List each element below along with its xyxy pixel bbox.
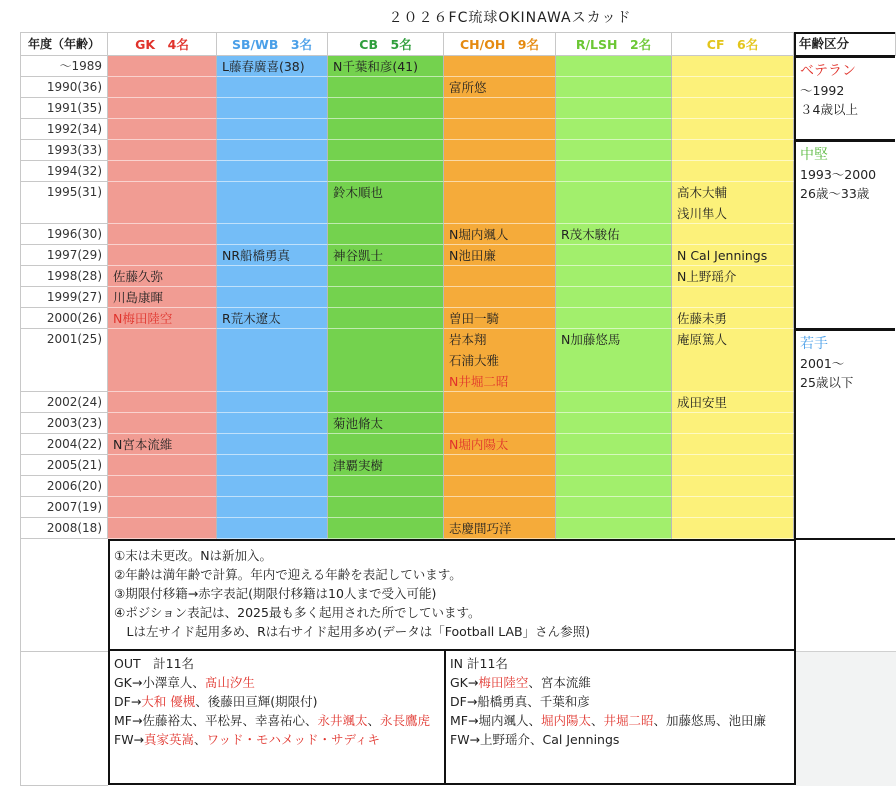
player-cell-rlsh (556, 434, 672, 455)
player-cell-cf (672, 266, 794, 287)
player-cell-sb (217, 476, 328, 497)
year-cell: 1997(29) (20, 245, 108, 266)
player-name: N井堀二昭 (449, 374, 509, 389)
player-cell-cf (672, 98, 794, 119)
player-cell-rlsh (556, 56, 672, 77)
player-cell-sb (217, 434, 328, 455)
player-cell-cb (328, 392, 444, 413)
player-cell-ch (444, 392, 556, 413)
player-cell-sb (217, 77, 328, 98)
player-cell-ch (444, 329, 556, 392)
year-cell: 1994(32) (20, 161, 108, 182)
text-segment: 永長鷹虎 (379, 713, 430, 728)
text-segment: 、宮本流維 (528, 675, 591, 690)
text-segment: GK→ (450, 675, 479, 690)
player-cell-sb (217, 518, 328, 539)
player-name: 志慶間巧洋 (449, 521, 512, 536)
text-segment: 、 (367, 713, 380, 728)
player-name: 高木大輔 (677, 185, 728, 200)
player-cell-cf (672, 518, 794, 539)
year-cell: 1990(36) (20, 77, 108, 98)
player-cell-cb (328, 266, 444, 287)
year-cell: 1999(27) (20, 287, 108, 308)
player-cell-gk (108, 182, 217, 224)
player-name: N千葉和彦(41) (333, 59, 419, 74)
player-cell-cb (328, 518, 444, 539)
player-cell-rlsh (556, 392, 672, 413)
player-cell-gk (108, 77, 217, 98)
player-cell-cf (672, 329, 794, 392)
text-segment: 梅田陸空 (478, 675, 529, 690)
text-segment: FW→ (114, 732, 145, 747)
text-segment: DF→船橋勇真、千葉和彦 (450, 694, 590, 709)
year-cell: 1996(30) (20, 224, 108, 245)
player-cell-gk (108, 119, 217, 140)
age-category-line: 〜1992 (800, 83, 845, 98)
player-cell-rlsh (556, 140, 672, 161)
out-transfers-box-line (114, 692, 318, 711)
player-cell-cb (328, 413, 444, 434)
player-cell-gk (108, 392, 217, 413)
player-cell-ch (444, 161, 556, 182)
player-cell-rlsh (556, 413, 672, 434)
player-cell-rlsh (556, 161, 672, 182)
out-transfers-box-line (114, 673, 255, 692)
player-cell-cb (328, 434, 444, 455)
player-cell-sb (217, 308, 328, 329)
player-cell-sb (217, 119, 328, 140)
player-cell-sb (217, 413, 328, 434)
player-cell-cf (672, 119, 794, 140)
text-segment: 井堀二昭 (603, 713, 654, 728)
player-name: N池田廉 (449, 248, 496, 263)
out-transfers-box-line (114, 711, 430, 730)
year-cell: 2008(18) (20, 518, 108, 539)
note-line: ③期限付移籍→赤字表記(期限付移籍は10人まで受入可能) (114, 586, 437, 601)
player-cell-rlsh (556, 224, 672, 245)
player-cell-cb (328, 140, 444, 161)
player-cell-cf (672, 434, 794, 455)
player-cell-rlsh (556, 308, 672, 329)
player-cell-gk (108, 476, 217, 497)
note-line: Lは左サイド起用多め、Rは右サイド起用多め(データは「Football LAB」さん参照) (114, 624, 590, 639)
player-cell-cb (328, 497, 444, 518)
player-cell-sb (217, 245, 328, 266)
player-cell-sb (217, 266, 328, 287)
player-cell-rlsh (556, 245, 672, 266)
player-name: 鈴木順也 (333, 185, 384, 200)
text-segment: FW→上野瑶介、Cal Jennings (450, 732, 620, 747)
player-name: 曽田一騎 (449, 311, 500, 326)
player-cell-rlsh (556, 518, 672, 539)
sheet-title: ２０２６FC琉球OKINAWAスカッド (388, 10, 632, 26)
player-cell-cb (328, 287, 444, 308)
player-cell-sb (217, 287, 328, 308)
player-cell-gk (108, 497, 217, 518)
text-segment: 真家英嵩 (144, 732, 195, 747)
position-header-gk: GK 4名 (108, 32, 217, 56)
player-cell-cb (328, 455, 444, 476)
player-cell-cf (672, 245, 794, 266)
player-cell-gk (108, 56, 217, 77)
player-cell-cf (672, 161, 794, 182)
player-name: N上野瑶介 (677, 269, 737, 284)
player-cell-sb (217, 497, 328, 518)
player-cell-ch (444, 266, 556, 287)
player-cell-sb (217, 98, 328, 119)
position-header-ch: CH/OH 9名 (444, 32, 556, 56)
age-category-line: 2001〜 (800, 356, 845, 371)
player-cell-ch (444, 308, 556, 329)
note-line: ④ポジション表記は、2025最も多く起用された所でしています。 (114, 605, 481, 620)
player-cell-ch (444, 224, 556, 245)
year-cell: 1993(33) (20, 140, 108, 161)
position-header-rlsh: R/LSH 2名 (556, 32, 672, 56)
position-header-sb: SB/WB 3名 (217, 32, 328, 56)
player-cell-rlsh (556, 329, 672, 392)
player-cell-ch (444, 518, 556, 539)
year-cell: 2001(25) (20, 329, 108, 392)
player-cell-ch (444, 476, 556, 497)
player-name: 庵原篤人 (677, 332, 728, 347)
out-transfers-box-line (114, 730, 380, 749)
player-cell-gk (108, 434, 217, 455)
player-cell-sb (217, 224, 328, 245)
out-transfers-box-title: OUT 計11名 (114, 656, 195, 671)
left-margin-divider (20, 651, 108, 652)
player-cell-ch (444, 56, 556, 77)
player-name: N加藤悠馬 (561, 332, 621, 347)
player-cell-cb (328, 98, 444, 119)
player-cell-cf (672, 308, 794, 329)
text-segment: MF→佐藤裕太、平松昇、幸喜祐心、 (114, 713, 318, 728)
player-name: N梅田陸空 (113, 311, 173, 326)
year-cell: 1995(31) (20, 182, 108, 224)
player-cell-sb (217, 56, 328, 77)
year-cell: 2005(21) (20, 455, 108, 476)
in-transfers-box-title: IN 計11名 (450, 656, 508, 671)
player-cell-cf (672, 56, 794, 77)
year-cell: 1992(34) (20, 119, 108, 140)
player-name: 川島康暉 (113, 290, 164, 305)
player-cell-ch (444, 98, 556, 119)
player-cell-ch (444, 434, 556, 455)
player-cell-gk (108, 266, 217, 287)
player-name: 浅川隼人 (677, 206, 728, 221)
player-cell-ch (444, 77, 556, 98)
player-cell-gk (108, 161, 217, 182)
text-segment: MF→堀内颯人、 (450, 713, 541, 728)
player-cell-cf (672, 392, 794, 413)
text-segment: 大和 優槻 (141, 694, 196, 709)
year-cell: 1998(28) (20, 266, 108, 287)
text-segment: ワッド・モハメッド・サディキ (206, 732, 380, 747)
age-category-line: ３4歳以上 (800, 102, 858, 117)
left-margin-column (20, 539, 108, 785)
in-transfers-box-line (450, 692, 590, 711)
player-name: 岩本翔 (449, 332, 487, 347)
player-cell-cf (672, 476, 794, 497)
player-cell-ch (444, 497, 556, 518)
year-cell: 〜1989 (20, 56, 108, 77)
position-header-cb: CB 5名 (328, 32, 444, 56)
year-cell: 2000(26) (20, 308, 108, 329)
player-cell-cf (672, 287, 794, 308)
age-category-box (794, 329, 895, 540)
player-cell-cb (328, 476, 444, 497)
player-cell-gk (108, 308, 217, 329)
text-segment: 、 (194, 732, 207, 747)
player-cell-rlsh (556, 98, 672, 119)
player-cell-cb (328, 245, 444, 266)
player-name: 佐藤久弥 (113, 269, 164, 284)
player-cell-ch (444, 245, 556, 266)
age-category-line: 1993〜2000 (800, 167, 877, 182)
player-cell-cb (328, 161, 444, 182)
player-name: 成田安里 (677, 395, 728, 410)
player-name: R荒木遼太 (222, 311, 281, 326)
player-cell-rlsh (556, 476, 672, 497)
in-transfers-box-line (450, 711, 766, 730)
player-cell-gk (108, 224, 217, 245)
player-cell-rlsh (556, 497, 672, 518)
player-cell-cb (328, 119, 444, 140)
text-segment: 、 (590, 713, 604, 728)
player-name: NR船橋勇真 (222, 248, 291, 263)
position-header-cf: CF 6名 (672, 32, 794, 56)
player-cell-sb (217, 161, 328, 182)
player-cell-ch (444, 287, 556, 308)
player-cell-gk (108, 518, 217, 539)
player-name: N Cal Jennings (677, 248, 768, 263)
player-cell-cb (328, 56, 444, 77)
year-cell: 2007(19) (20, 497, 108, 518)
player-name: 津覇実樹 (333, 458, 384, 473)
player-cell-cf (672, 140, 794, 161)
age-category-title: ベテラン (800, 63, 856, 79)
player-cell-cf (672, 413, 794, 434)
player-cell-cf (672, 182, 794, 224)
player-name: N宮本流維 (113, 437, 173, 452)
player-cell-cf (672, 455, 794, 476)
year-cell: 2002(24) (20, 392, 108, 413)
year-column-header: 年度（年齢） (20, 32, 108, 56)
age-category-box (794, 140, 895, 330)
player-cell-rlsh (556, 77, 672, 98)
player-cell-sb (217, 455, 328, 476)
player-cell-sb (217, 392, 328, 413)
year-cell: 1991(35) (20, 98, 108, 119)
player-cell-gk (108, 455, 217, 476)
in-transfers-box-line (450, 730, 619, 749)
year-cell: 2006(20) (20, 476, 108, 497)
player-name: R茂木駿佑 (561, 227, 620, 242)
player-cell-gk (108, 413, 217, 434)
year-cell: 2004(22) (20, 434, 108, 455)
text-segment: 髙山汐生 (204, 675, 255, 690)
category-header-frame (794, 32, 895, 57)
player-cell-ch (444, 140, 556, 161)
note-line: ②年齢は満年齢で計算。年内で迎える年齢を表記しています。 (114, 567, 462, 582)
player-cell-gk (108, 140, 217, 161)
player-name: 石浦大雅 (449, 353, 500, 368)
year-cell: 2003(23) (20, 413, 108, 434)
text-segment: 、加藤悠馬、池田廉 (653, 713, 767, 728)
right-margin-strip (796, 651, 896, 786)
player-cell-ch (444, 119, 556, 140)
age-category-line: 25歳以下 (800, 375, 854, 390)
player-cell-cf (672, 224, 794, 245)
player-name: 富所悠 (449, 80, 487, 95)
player-cell-gk (108, 287, 217, 308)
player-cell-cf (672, 497, 794, 518)
player-cell-rlsh (556, 455, 672, 476)
category-column-header: 年齢区分 (794, 32, 896, 56)
player-name: L藤春廣喜(38) (222, 59, 305, 74)
player-cell-cb (328, 329, 444, 392)
player-cell-cf (672, 77, 794, 98)
age-category-box (794, 56, 895, 141)
text-segment: 、後藤田亘輝(期限付) (195, 694, 318, 709)
player-cell-rlsh (556, 119, 672, 140)
player-cell-sb (217, 182, 328, 224)
text-segment: 永井颯太 (317, 713, 368, 728)
left-margin-bottom (20, 785, 108, 786)
player-cell-cb (328, 77, 444, 98)
player-cell-gk (108, 98, 217, 119)
player-cell-cb (328, 182, 444, 224)
text-segment: GK→小澤章人、 (114, 675, 205, 690)
player-name: N堀内陽太 (449, 437, 509, 452)
age-category-title: 中堅 (800, 147, 828, 163)
player-cell-sb (217, 329, 328, 392)
in-transfers-box-line (450, 673, 591, 692)
player-name: N堀内颯人 (449, 227, 509, 242)
player-cell-ch (444, 182, 556, 224)
player-cell-sb (217, 140, 328, 161)
player-cell-gk (108, 329, 217, 392)
player-cell-ch (444, 455, 556, 476)
age-category-title: 若手 (800, 336, 828, 352)
player-cell-rlsh (556, 287, 672, 308)
note-line: ①末は未更改。Nは新加入。 (114, 548, 273, 563)
age-category-line: 26歳〜33歳 (800, 186, 870, 201)
text-segment: DF→ (114, 694, 142, 709)
player-name: 菊池脩太 (333, 416, 384, 431)
player-cell-ch (444, 413, 556, 434)
player-cell-cb (328, 308, 444, 329)
player-cell-gk (108, 245, 217, 266)
player-name: 佐藤未勇 (677, 311, 728, 326)
text-segment: 堀内陽太 (540, 713, 591, 728)
player-cell-rlsh (556, 266, 672, 287)
player-cell-rlsh (556, 182, 672, 224)
player-cell-cb (328, 224, 444, 245)
player-name: 神谷凱士 (333, 248, 384, 263)
